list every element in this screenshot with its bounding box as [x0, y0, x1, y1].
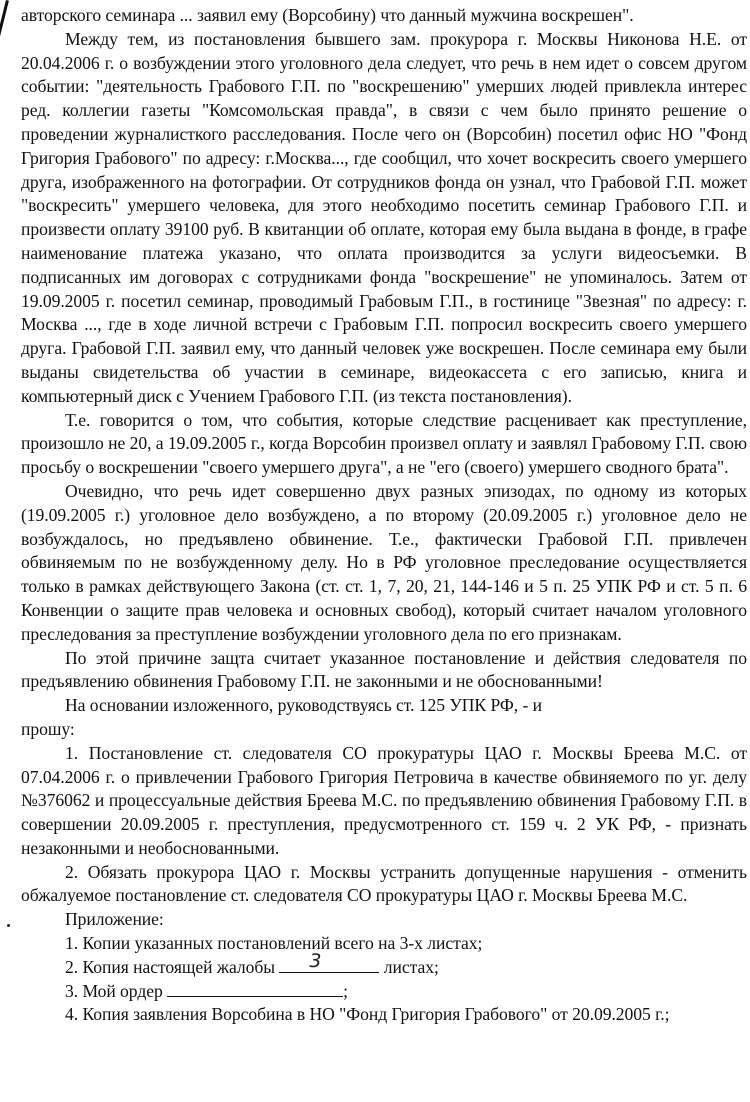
appendix-item-3 — [21, 980, 747, 1004]
paragraph-basis: На основании изложенного, руководствуясь ст. 125 УПК РФ, - и — [65, 695, 542, 716]
document-body — [21, 4, 747, 1027]
appendix-item-2-prefix: 2. Копия настоящей жалобы — [65, 956, 276, 977]
handwritten-blank — [279, 949, 379, 973]
scan-artifact-line — [0, 0, 9, 43]
appendix-item-2 — [21, 949, 747, 980]
request-item-1: 1. Постановление ст. следователя СО прокуратуры ЦАО г. Москвы Бреева М.С. от 07.04.2006 г. о привлечении Грабового Григория Петровича в качестве обвиняемого по уг. делу №376062 и процессуальные действия Бреева М.С. по предъявлению обвинения Грабовому Г.П. в совершении 20.09.2005 г. преступления, предусмотренного ст. 159 ч. 2 УК РФ, - признать незаконными и необоснованными. — [21, 742, 747, 858]
request-heading: прошу: — [21, 718, 75, 739]
appendix-item-4: 4. Копия заявления Ворсобина в НО "Фонд Григория Грабового" от 20.09.2005 г.; — [65, 1004, 670, 1025]
scan-artifact-dot — [7, 924, 10, 927]
appendix-item-2-suffix: листах; — [383, 956, 439, 977]
request-item-2: 2. Обязать прокурора ЦАО г. Москвы устранить допущенные нарушения - отменить обжалуемое постановление ст. следователя СО прокуратуры ЦАО г. Москвы Бреева М.С. — [21, 861, 747, 906]
handwritten-number: 3 — [309, 949, 322, 972]
paragraph-conclusion: Т.е. говорится о том, что события, которые следствие расценивает как преступление, произошло не 20, а 19.09.2005 г., когда Ворсобин произвел оплату и заявлял Грабовому Г.П. свою просьбу о воскрешении "своего умершего друга", а не "его (своего) умершего сводного брата". — [21, 409, 747, 478]
appendix-heading: Приложение: — [65, 909, 164, 930]
appendix-item-3-suffix: ; — [343, 980, 348, 1001]
paragraph-episodes: Очевидно, что речь идет совершенно двух разных эпизодах, по одному из которых (19.09.2005 г.) уголовное дело возбуждено, а по второму (20.09.2005 г.) уголовное дело не возбуждалось, но предъявлено обвинение. Т.е., фактически Грабовой Г.П. привлечен обвиняемым по не возбужденному делу. Но в РФ уголовное преследование осуществляется только в рамках действующего Закона (ст. ст. 1, 7, 20, 21, 144-146 и 5 п. 25 УПК РФ и ст. 5 п. 6 Конвенции о защите прав человека и основных свобод), который считает началом уголовного преследования за преступление возбуждении уголовного дела по его признакам. — [21, 480, 747, 644]
appendix-item-3-prefix: 3. Мой ордер — [65, 980, 163, 1001]
paragraph-intro: авторского семинара ... заявил ему (Ворсобину) что данный мужчина воскрешен". — [21, 5, 634, 25]
paragraph-defense-position: По этой причине защта считает указанное постановление и действия следователя по предъявлению обвинения Грабовому Г.П. не законными и не обоснованными! — [21, 647, 747, 692]
order-blank — [167, 980, 343, 997]
paragraph-resolution: Между тем, из постановления бывшего зам. прокурора г. Москвы Никонова Н.Е. от 20.04.2006 г. о возбуждении этого уголовного дела следует, что речь в нем идет о совсем другом событии: "деятельность Грабового Г.П. по "воскрешению" умерших людей привлекла интерес ред. коллегии газеты "Комсомольская правда", в связи с чем было принято решение о проведении журналисткого расследования. После чего он (Ворсобин) посетил офис НО "Фонд Григория Грабового" по адресу: г.Москва..., где сообщил, что хочет воскресить своего умершего друга, изображенного на фотографии. От сотрудников фонда он узнал, что Грабовой Г.П. может "воскресить" умершего человека, для этого необходимо посетить семинар Грабового Г.П. и произвести оплату 39100 руб. В квитанции об оплате, которая ему была выдана в фонде, в графе наименование платежа указано, что оплата производится за услуги видеосъемки. В подписанных им договорах с сотрудниками фонда "воскрешение" не упоминалось. Затем от 19.09.2005 г. посетил семинар, проводимый Грабовым Г.П., в гостинице "Звезная" по адресу: г. Москва ..., где в ходе личной встречи с Грабовым Г.П. попросил воскресить своего умершего друга. Грабовой Г.П. заявил ему, что данный человек уже воскрешен. После семинара ему были выданы свидетельства об участии в семинаре, видеокассета с его записью, книга и компьютерный диск с Учением Грабового Г.П. (из текста постановления). — [21, 28, 747, 406]
appendix-item-1: 1. Копии указанных постановлений всего на 3-х листах; — [65, 933, 483, 954]
